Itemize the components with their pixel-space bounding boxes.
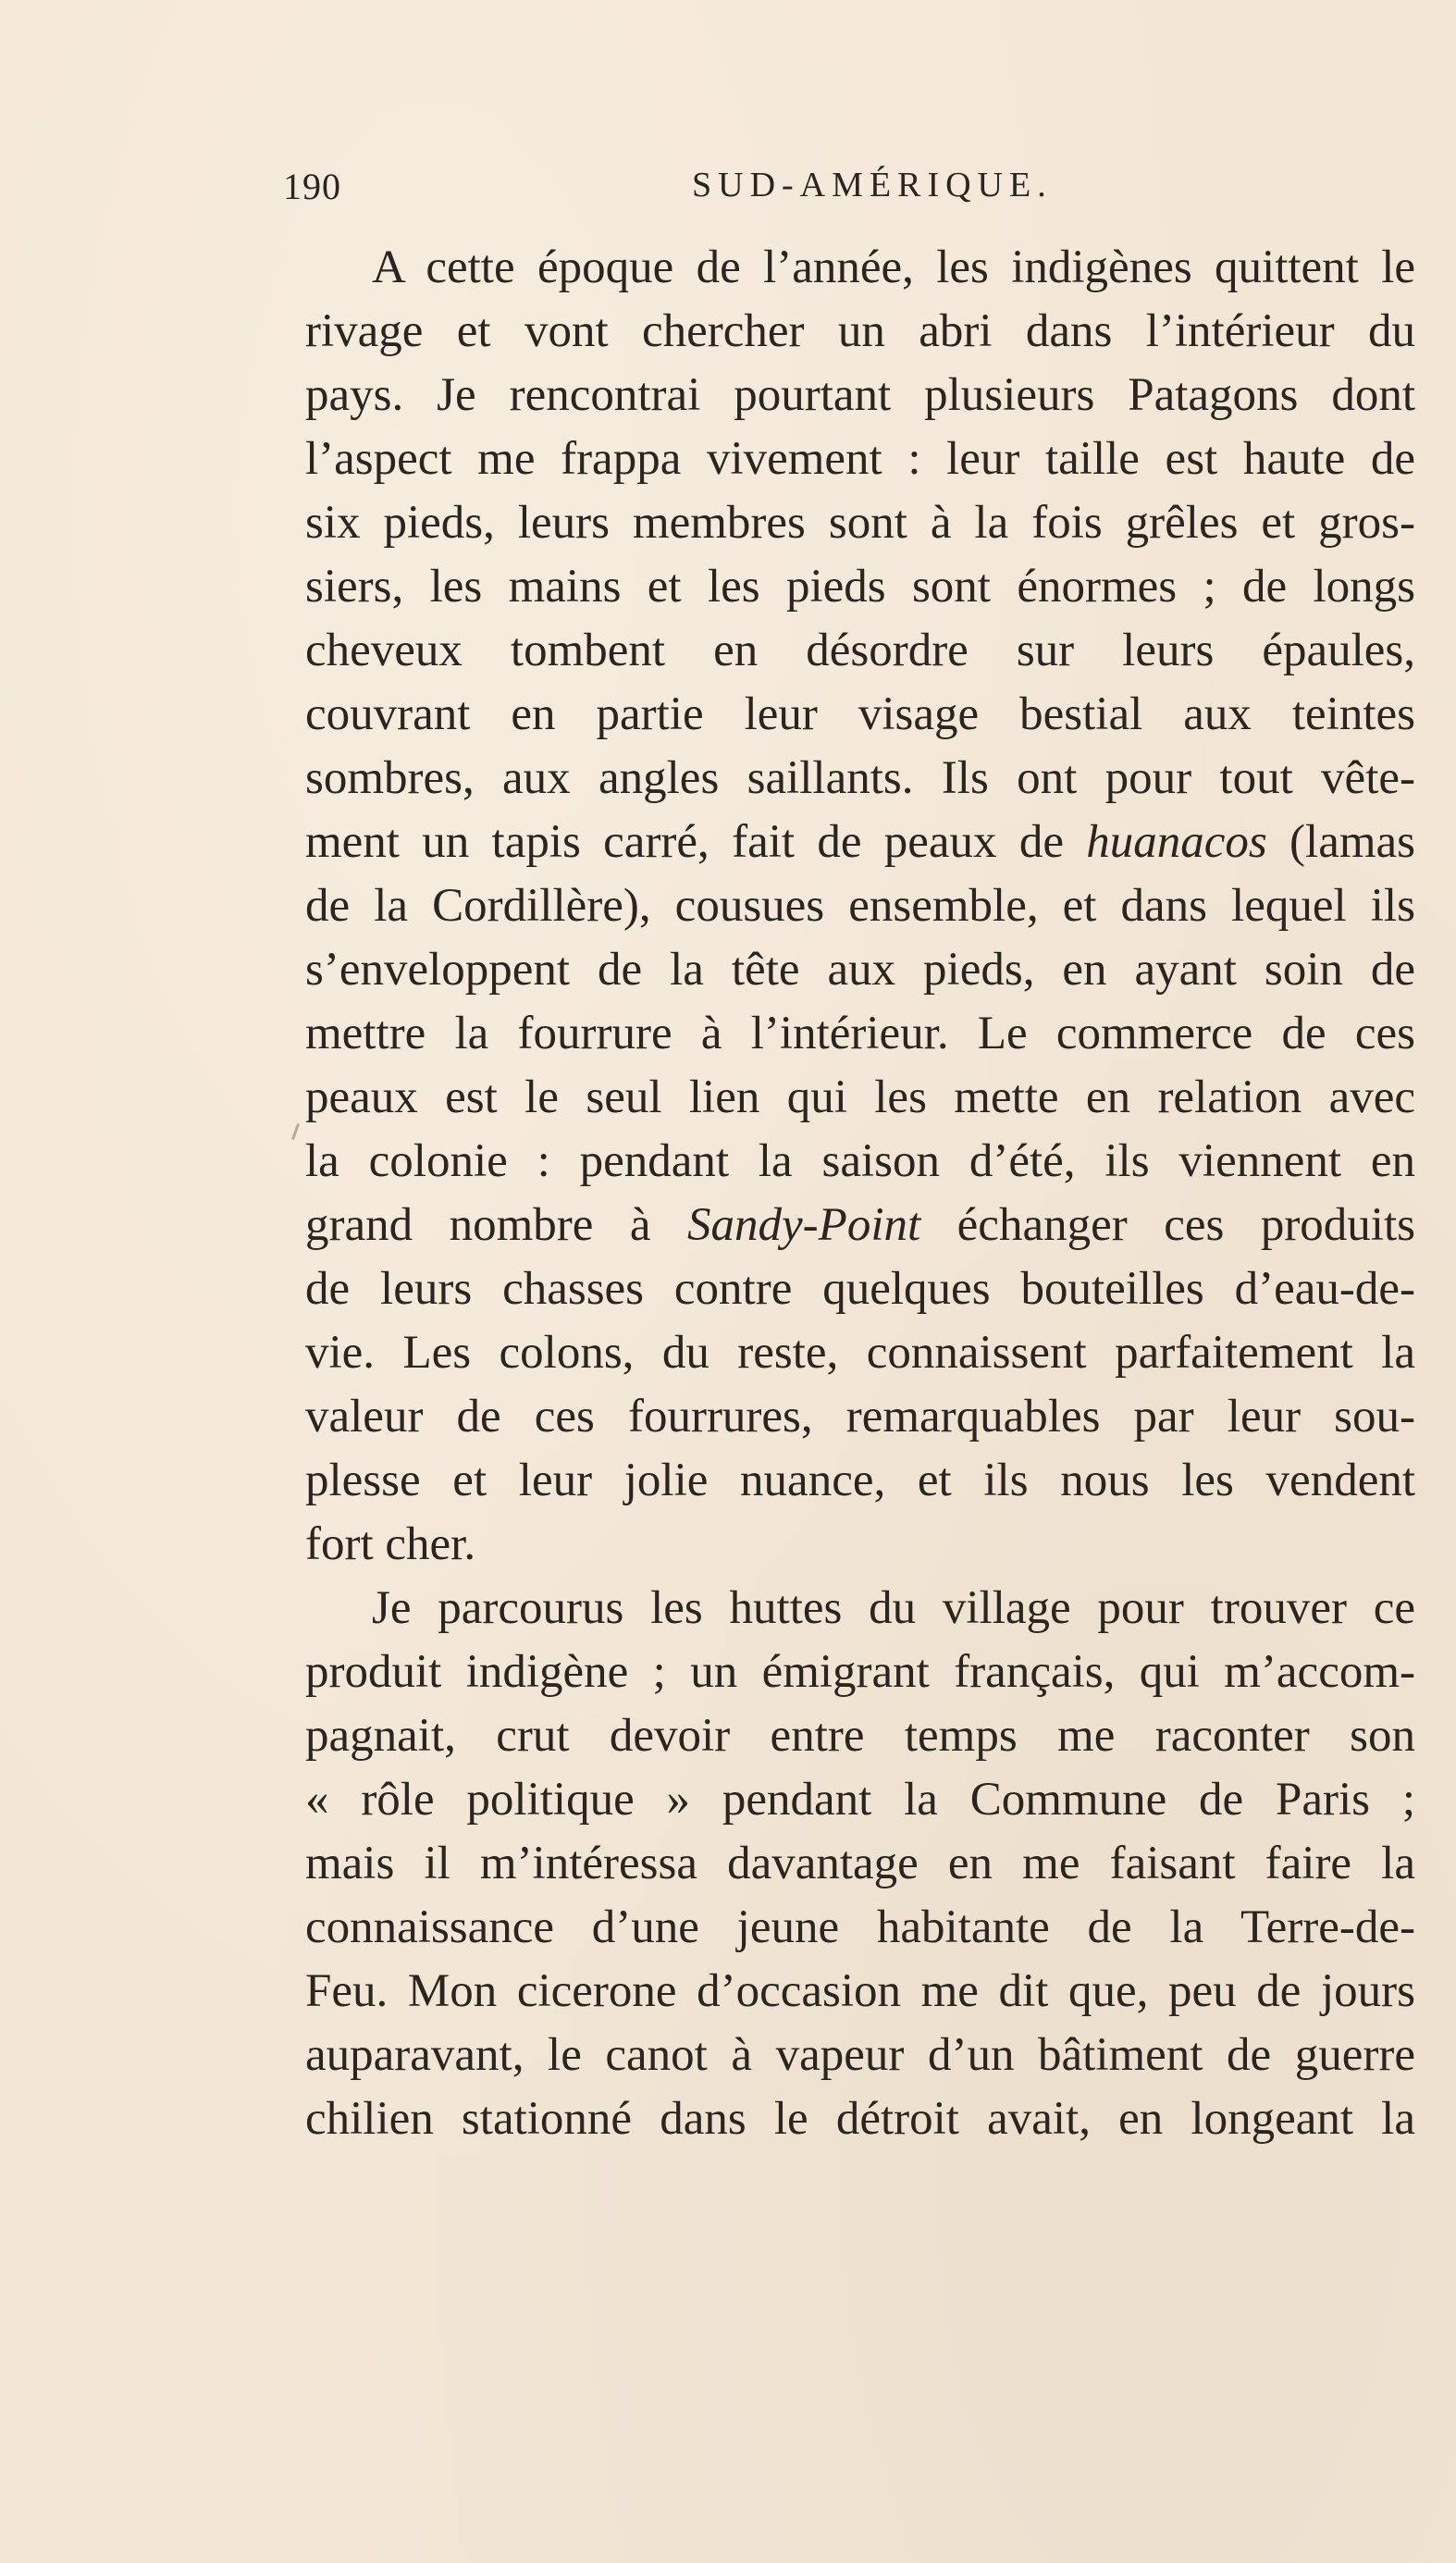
running-title: SUD-AMÉRIQUE. xyxy=(692,166,1053,204)
text-line: couvrant en partie leur visage bestial aux teintes xyxy=(305,688,1415,740)
text-line: connaissance d’une jeune habitante de la Terre-de- xyxy=(305,1901,1415,1953)
text-segment: grand nombre à xyxy=(305,1199,688,1251)
text-line: l’aspect me frappa vivement : leur taille est haute de xyxy=(305,433,1415,485)
text-line: peaux est le seul lien qui les mette en relation avec xyxy=(305,1071,1415,1123)
text-line: valeur de ces fourrures, remarquables par leur sou- xyxy=(305,1391,1415,1442)
text-line: Je parcourus les huttes du village pour trouver ce xyxy=(372,1582,1415,1634)
text-line: de la Cordillère), cousues ensemble, et dans lequel ils xyxy=(305,880,1415,932)
page-number: 190 xyxy=(283,166,341,207)
text-line: cheveux tombent en désordre sur leurs épaules, xyxy=(305,625,1415,676)
text-line: Feu. Mon cicerone d’occasion me dit que, peu de jours xyxy=(305,1965,1415,2017)
text-line: fort cher. xyxy=(305,1518,476,1570)
text-line: « rôle politique » pendant la Commune de Paris ; xyxy=(305,1774,1415,1826)
text-line: de leurs chasses contre quelques bouteilles d’eau-de- xyxy=(305,1263,1415,1315)
text-segment: ment un tapis carré, fait de peaux de xyxy=(305,816,1087,868)
text-line: siers, les mains et les pieds sont énormes ; de longs xyxy=(305,561,1415,613)
page-header xyxy=(283,165,1421,220)
italic-term-huanacos: huanacos xyxy=(1086,816,1267,868)
italic-place-sandy-point: Sandy-Point xyxy=(687,1199,921,1251)
text-line: pays. Je rencontrai pourtant plusieurs Patagons dont xyxy=(305,369,1415,421)
text-line: s’enveloppent de la tête aux pieds, en ayant soin de xyxy=(305,944,1415,996)
text-line: vie. Les colons, du reste, connaissent parfaitement la xyxy=(305,1327,1415,1379)
text-segment: (lamas xyxy=(1266,816,1415,868)
text-line: six pieds, leurs membres sont à la fois grêles et gros- xyxy=(305,497,1415,549)
text-line: auparavant, le canot à vapeur d’un bâtiment de guerre xyxy=(305,2029,1415,2081)
text-line: chilien stationné dans le détroit avait, en longeant la xyxy=(305,2093,1415,2145)
text-line: pagnait, crut devoir entre temps me raconter son xyxy=(305,1710,1415,1762)
text-line: mais il m’intéressa davantage en me faisant faire la xyxy=(305,1838,1415,1889)
text-line: sombres, aux angles saillants. Ils ont pour tout vête- xyxy=(305,752,1415,804)
text-line: mettre la fourrure à l’intérieur. Le commerce de ces xyxy=(305,1008,1415,1059)
text-segment: échanger ces produits xyxy=(920,1199,1415,1251)
text-line: plesse et leur jolie nuance, et ils nous les vendent xyxy=(305,1455,1415,1506)
text-line: produit indigène ; un émigrant français, qui m’accom- xyxy=(305,1646,1415,1698)
text-line xyxy=(305,1194,1415,1257)
text-line: A cette époque de l’année, les indigènes quittent le xyxy=(372,241,1415,293)
paper-blemish xyxy=(291,1123,300,1140)
text-line xyxy=(305,811,1415,874)
text-line: rivage et vont chercher un abri dans l’intérieur du xyxy=(305,305,1415,357)
text-line: la colonie : pendant la saison d’été, ils viennent en xyxy=(305,1135,1415,1187)
body-text xyxy=(305,236,1415,2151)
